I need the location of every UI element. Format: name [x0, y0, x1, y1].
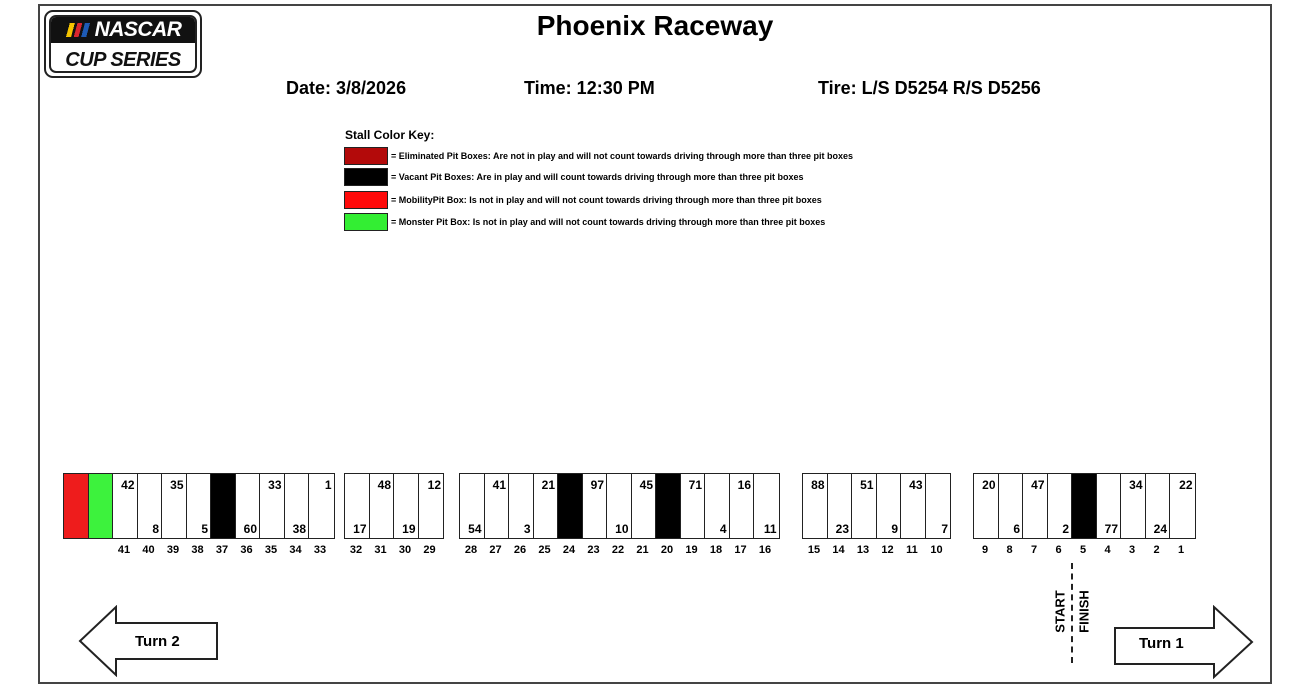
stall-number: 11 [906, 544, 918, 556]
car-number: 33 [268, 478, 282, 492]
stall-number: 33 [313, 544, 327, 556]
time-label: Time: 12:30 PM [524, 78, 655, 98]
car-number: 71 [688, 478, 702, 492]
car-number: 3 [523, 522, 531, 536]
stall-number: 29 [423, 544, 436, 556]
pit-stall-open [852, 474, 877, 538]
pit-stall-open [460, 474, 485, 538]
key-text: = Vacant Pit Boxes: Are in play and will count towards driving through more than three pit boxes [391, 172, 804, 182]
stall-number: 25 [538, 544, 551, 556]
car-number: 8 [152, 522, 159, 536]
stall-number: 26 [513, 544, 527, 556]
stall-number: 16 [758, 544, 772, 556]
pit-stall-open [419, 474, 444, 538]
logo-top-text: NASCAR [94, 18, 182, 41]
turn-1-label: Turn 1 [1139, 635, 1184, 652]
stall-number: 12 [881, 544, 894, 556]
stall-number: 23 [587, 544, 600, 556]
pit-stall-open [926, 474, 951, 538]
pit-stall-open [394, 474, 419, 538]
pit-stall-open [345, 474, 370, 538]
pit-stall-monster [89, 474, 114, 538]
stall-number: 5 [1079, 544, 1087, 556]
pit-stall-open [607, 474, 632, 538]
key-text: = MobilityPit Box: Is not in play and will not count towards driving through more than three pit boxes [391, 195, 822, 205]
pit-stall-open [1170, 474, 1195, 538]
stall-number: 24 [562, 544, 576, 556]
pit-stall-open [730, 474, 755, 538]
stall-number: 39 [166, 544, 180, 556]
pit-stall-open [113, 474, 138, 538]
car-number: 17 [353, 522, 367, 536]
start-finish-line [1071, 563, 1073, 663]
pit-stall-open [1048, 474, 1073, 538]
pit-stall-open [583, 474, 608, 538]
car-number: 7 [941, 522, 948, 536]
stall-number: 36 [240, 544, 253, 556]
stall-number: 37 [215, 544, 229, 556]
stall-number: 21 [636, 544, 649, 556]
car-number: 48 [377, 478, 391, 492]
car-number: 6 [1013, 522, 1020, 536]
car-number: 4 [719, 522, 727, 536]
stall-number: 2 [1153, 544, 1160, 556]
pit-stall-vacant [558, 474, 583, 538]
pit-stall-open [509, 474, 534, 538]
pit-stall-group [344, 473, 444, 539]
stall-number: 30 [398, 544, 412, 556]
key-row [344, 167, 803, 187]
car-number: 41 [492, 478, 506, 492]
tire-label: Tire: L/S D5254 R/S D5256 [818, 78, 1041, 98]
pit-stall-open [803, 474, 828, 538]
pit-stall-open [162, 474, 187, 538]
stall-number: 38 [191, 544, 204, 556]
car-number: 42 [121, 478, 135, 492]
key-row [344, 146, 853, 166]
key-text: = Monster Pit Box: Is not in play and will not count towards driving through more than three pit boxes [391, 217, 826, 227]
car-number: 38 [292, 522, 306, 536]
car-number: 11 [763, 522, 777, 536]
key-swatch [344, 213, 388, 231]
stall-number: 18 [709, 544, 723, 556]
car-number: 34 [1129, 478, 1143, 492]
car-number: 10 [615, 522, 629, 536]
car-number: 21 [541, 478, 555, 492]
date-label: Date: 3/8/2026 [286, 78, 407, 98]
car-number: 60 [243, 522, 257, 536]
stall-number: 8 [1006, 544, 1013, 556]
pit-stall-open [681, 474, 706, 538]
car-number: 88 [811, 478, 825, 492]
car-number: 1 [324, 478, 332, 492]
car-number: 19 [402, 522, 416, 536]
pit-stall-open [260, 474, 285, 538]
key-swatch [344, 147, 388, 165]
stall-number: 9 [981, 544, 989, 556]
pit-stall-open [370, 474, 395, 538]
pit-stall-open [1121, 474, 1146, 538]
car-number: 77 [1104, 522, 1118, 536]
stall-number: 40 [142, 544, 155, 556]
pit-stall-open [138, 474, 163, 538]
pit-stall-open [534, 474, 559, 538]
pit-stall-group [459, 473, 780, 539]
pit-stall-open [285, 474, 310, 538]
car-number: 43 [909, 478, 923, 492]
key-text: = Eliminated Pit Boxes: Are not in play and will not count towards driving through more than three pit boxes [391, 151, 853, 161]
pit-stall-open [999, 474, 1024, 538]
stall-number: 6 [1055, 544, 1062, 556]
car-number: 12 [427, 478, 441, 492]
pit-stall-open [1023, 474, 1048, 538]
stall-number: 35 [264, 544, 278, 556]
pit-stall-open [485, 474, 510, 538]
car-number: 2 [1062, 522, 1069, 536]
car-number: 20 [982, 478, 996, 492]
pit-stall-group [802, 473, 951, 539]
stall-number: 7 [1030, 544, 1038, 556]
stall-number: 27 [489, 544, 502, 556]
stall-number: 10 [930, 544, 943, 556]
stall-number: 34 [289, 544, 302, 556]
key-swatch [344, 168, 388, 186]
stall-number: 15 [807, 544, 821, 556]
page-title: Phoenix Raceway [536, 10, 774, 41]
key-swatch [344, 191, 388, 209]
pit-stall-open [236, 474, 261, 538]
pit-stall-open [309, 474, 334, 538]
car-number: 23 [835, 522, 849, 536]
stall-number: 19 [685, 544, 698, 556]
pit-stall-vacant [656, 474, 681, 538]
pit-stall-open [1097, 474, 1122, 538]
pit-stall-open [632, 474, 657, 538]
stall-number: 28 [464, 544, 478, 556]
nascar-stripes-icon [65, 23, 91, 37]
stall-number: 17 [734, 544, 747, 556]
pit-stall-open [705, 474, 730, 538]
finish-label: FINISH [1076, 590, 1092, 633]
pit-stall-group [973, 473, 1196, 539]
stall-number: 20 [660, 544, 674, 556]
stall-number: 32 [349, 544, 363, 556]
pit-stall-group [63, 473, 335, 539]
stall-number: 13 [856, 544, 870, 556]
pit-stall-open [901, 474, 926, 538]
pit-stall-vacant [1072, 474, 1097, 538]
key-row [344, 212, 825, 232]
pit-stall-open [754, 474, 779, 538]
stall-number: 41 [117, 544, 131, 556]
stall-number: 3 [1128, 544, 1136, 556]
turn-2-label: Turn 2 [135, 633, 180, 650]
car-number: 24 [1153, 522, 1167, 536]
stall-number: 14 [832, 544, 845, 556]
car-number: 35 [170, 478, 184, 492]
car-number: 16 [737, 478, 751, 492]
car-number: 47 [1031, 478, 1045, 492]
car-number: 5 [201, 522, 208, 536]
car-number: 54 [468, 522, 482, 536]
key-row [344, 190, 822, 210]
stall-number: 4 [1104, 544, 1111, 556]
pit-stall-open [877, 474, 902, 538]
nascar-logo [44, 10, 202, 78]
pit-stall-mobility [64, 474, 89, 538]
pit-stall-vacant [211, 474, 236, 538]
stall-color-key-title: Stall Color Key: [345, 128, 435, 142]
car-number: 45 [639, 478, 653, 492]
car-number: 97 [590, 478, 604, 492]
pit-stall-open [828, 474, 853, 538]
logo-bottom-text: CUP SERIES [65, 49, 181, 71]
pit-stall-open [974, 474, 999, 538]
stall-number: 22 [611, 544, 625, 556]
car-number: 22 [1179, 478, 1193, 492]
car-number: 9 [891, 522, 898, 536]
stall-number: 1 [1177, 544, 1185, 556]
pit-stall-open [1146, 474, 1171, 538]
stall-number: 31 [374, 544, 387, 556]
car-number: 51 [860, 478, 874, 492]
pit-stall-open [187, 474, 212, 538]
start-label: START [1052, 590, 1068, 633]
